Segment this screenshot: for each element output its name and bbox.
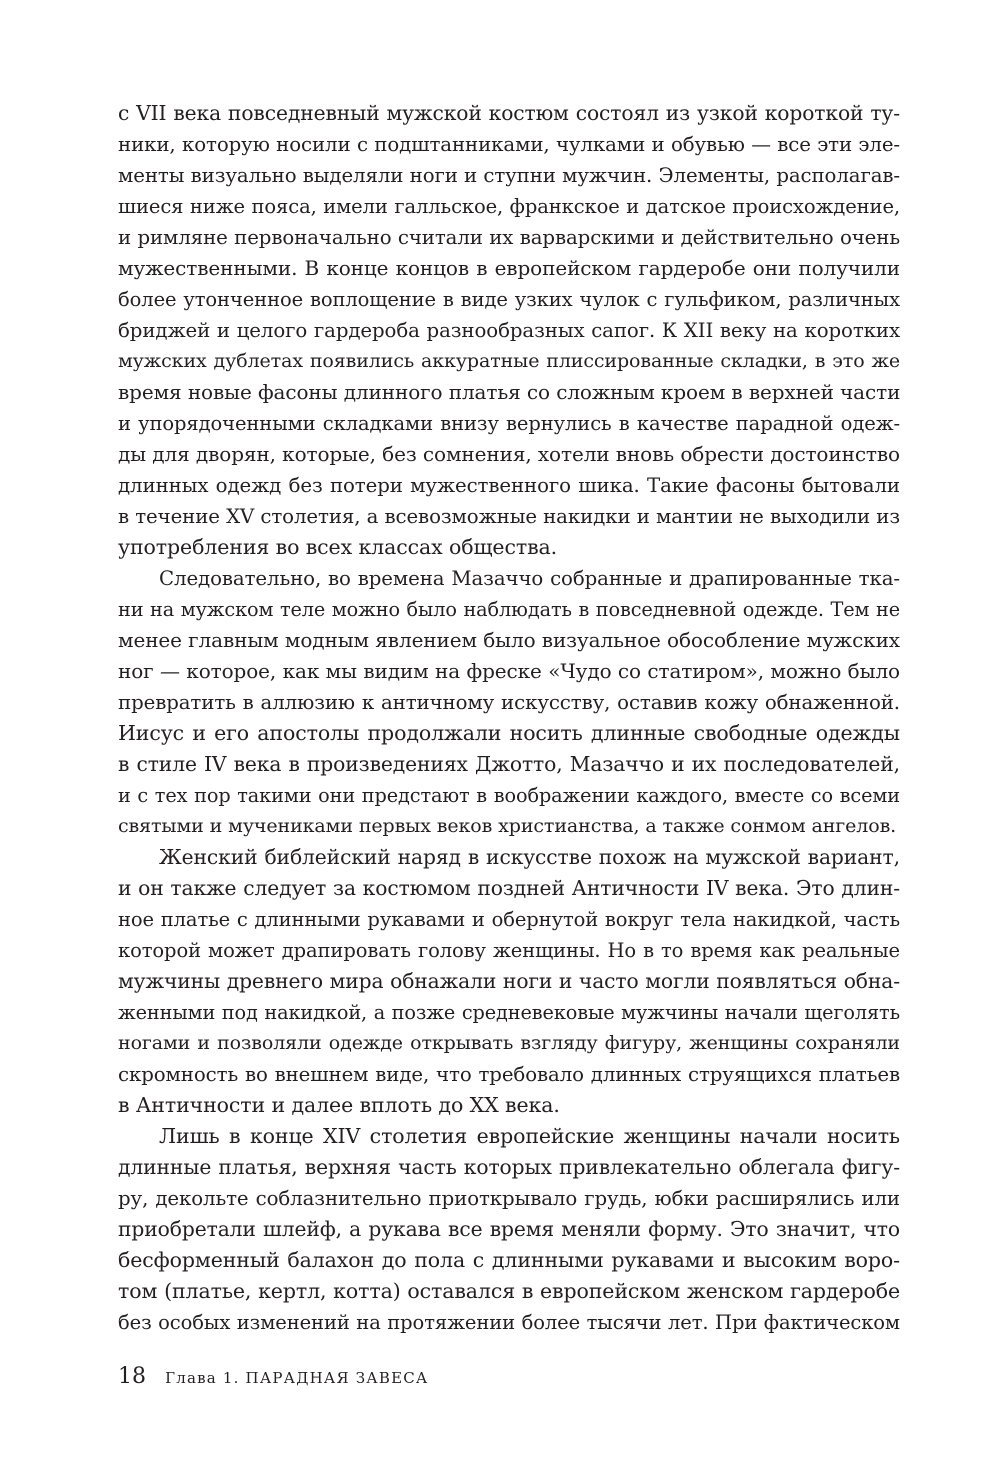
text-line: менее главным модным явлением было визуальное обособление мужских [118,628,900,652]
page-number: 18 [118,1364,146,1389]
text-line: святыми и мучениками первых веков христианства, а также сонмом ангелов. [118,815,897,837]
text-line: мужчины древнего мира обнажали ноги и часто могли появляться обна- [118,969,900,993]
text-line: мужественными. В конце концов в европейском гардеробе они получили [118,256,900,280]
text-line: шиеся ниже пояса, имели галльское, франкское и датское происхождение, [118,195,900,218]
text-line: менты визуально выделяли ноги и ступни мужчин. Элементы, располагав- [118,164,900,187]
text-line: превратить в аллюзию к античному искусству, оставив кожу обнаженной. [118,691,900,714]
text-line: длинные платья, верхняя часть которых привлекательно облегала фигу- [118,1155,900,1179]
text-line: Лишь в конце XIV столетия европейские женщины начали носить [159,1124,900,1148]
text-line: с VII века повседневный мужской костюм состоял из узкой короткой ту- [118,101,900,125]
text-line: Женский библейский наряд в искусстве похож на мужской вариант, [159,845,900,869]
text-line: в стиле IV века в произведениях Джотто, Мазаччо и их последователей, [118,752,900,776]
paragraph [118,842,900,1121]
text-line: ники, которую носили с подштанниками, чулками и обувью — все эти эле- [118,133,900,156]
text-line: в Античности и далее вплоть до XX века. [118,1093,560,1117]
text-line: ру, декольте соблазнительно приоткрывало грудь, юбки расширялись или [118,1187,900,1210]
body-text [118,98,900,1338]
text-line: бриджей и целого гардероба разнообразных сапог. К XII веку на коротких [118,319,900,342]
text-line: которой может драпировать голову женщины. Но в то время как реальные [118,939,900,962]
text-line: без особых изменений на протяжении более тысячи лет. При фактическом [118,1311,900,1334]
paragraph [118,1121,900,1338]
text-line: ногами и позволяли одежде открывать взгляду фигуру, женщины сохраняли [118,1032,900,1054]
text-line: ное платье с длинными рукавами и обернутой вокруг тела накидкой, часть [118,908,900,931]
text-line: время новые фасоны длинного платья со сложным кроем в верхней части [118,380,901,404]
text-line: приобретали шлейф, а рукава все время меняли форму. Это значит, что [118,1217,900,1241]
text-line: бесформенный балахон до пола с длинными рукавами и высоким воро- [118,1248,900,1272]
text-line: Иисус и его апостолы продолжали носить длинные свободные одежды [118,721,900,745]
text-line: Следовательно, во времена Мазаччо собранные и драпированные тка- [159,567,900,590]
text-line: женными под накидкой, а позже средневековые мужчины начали щеголять [118,1001,900,1024]
text-line: ни на мужском теле можно было наблюдать в повседневной одежде. Тем не [118,598,900,621]
text-line: употребления во всех классах общества. [118,535,558,559]
text-line: скромность во внешнем виде, что требовало длинных струящихся платьев [118,1063,900,1086]
paragraph [118,563,900,842]
text-line: длинных одежд без потери мужественного шика. Такие фасоны бытовали [118,474,900,497]
text-line: и римляне первоначально считали их варварскими и действительно очень [118,226,900,249]
text-line: и он также следует за костюмом поздней Античности IV века. Это длин- [118,876,900,900]
page-footer [118,1362,428,1392]
text-line: в течение XV столетия, а всевозможные накидки и мантии не выходили из [118,505,900,528]
text-line: ног — которое, как мы видим на фреске «Чудо со статиром», можно было [118,659,900,683]
paragraph [118,98,900,563]
text-line: том (платье, кертл, котта) оставался в европейском женском гардеробе [118,1279,900,1303]
text-line: и с тех пор такими они предстают в воображении каждого, вместе со всеми [118,784,900,807]
text-line: более утонченное воплощение в виде узких чулок с гульфиком, различных [118,288,900,311]
running-head: Глава 1. ПАРАДНАЯ ЗАВЕСА [165,1369,429,1387]
text-line: мужских дублетах появились аккуратные плиссированные складки, в это же [118,350,900,372]
text-line: ды для дворян, которые, без сомнения, хотели вновь обрести достоинство [118,442,900,466]
text-line: и упорядоченными складками внизу вернулись в качестве парадной одеж- [118,412,900,435]
